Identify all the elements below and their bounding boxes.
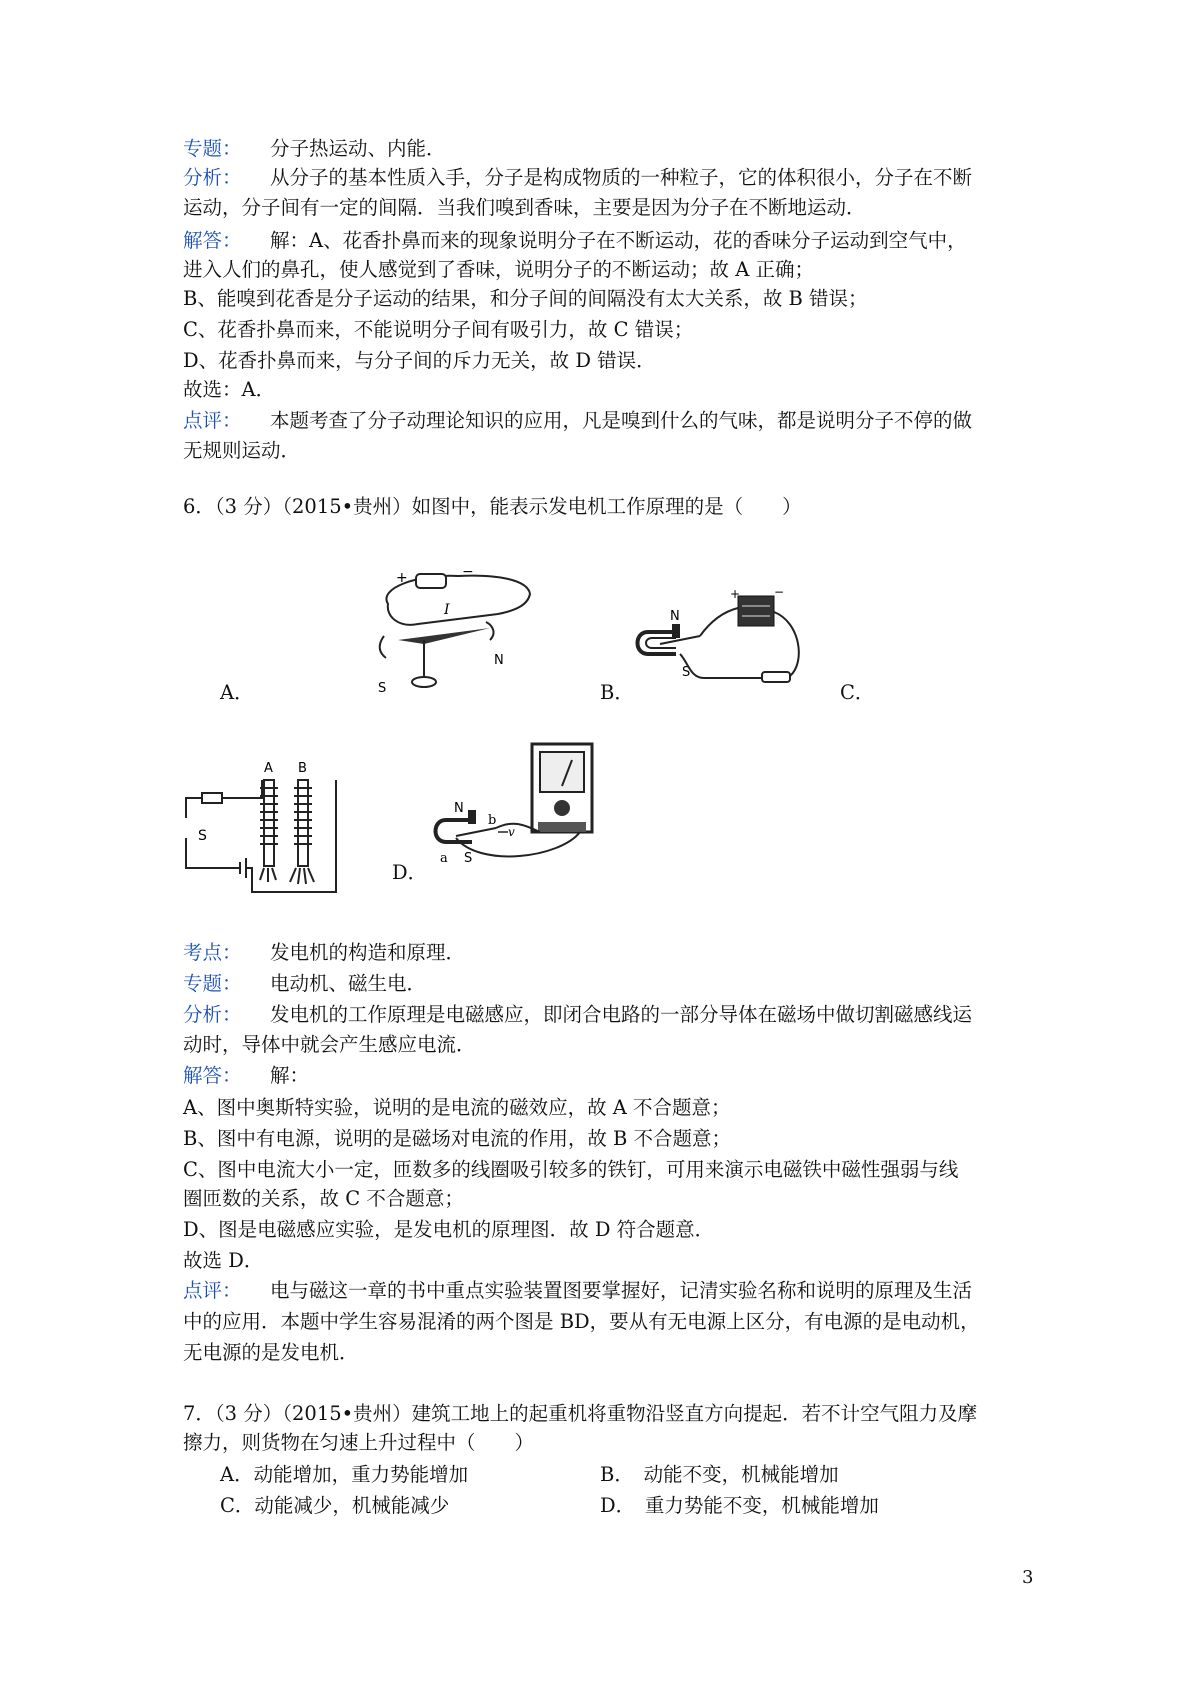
fig-b-minus: −: [774, 585, 785, 599]
figure-c-electromagnets: [180, 758, 340, 893]
option-c-label: C．: [840, 681, 875, 704]
fig-b-plus: +: [730, 587, 741, 601]
q6-answer-line-2: B、图中有电源，说明的是磁场对电流的作用，故 B 不合题意；: [183, 1127, 732, 1150]
q6-answer-line-0: [183, 1061, 309, 1090]
figure-d-generator-principle: [420, 738, 600, 873]
q5-answer-line-1: [183, 226, 967, 255]
q5-choice: 故选：A．: [183, 378, 276, 401]
q7-stem-line-1: 7．（3 分）（2015•贵州）建筑工地上的起重机将重物沿竖直方向提起．若不计空气阻力及摩: [183, 1402, 978, 1425]
q5-comment-line-1: [183, 406, 972, 435]
fig-b-north: N: [670, 609, 680, 624]
q6-answer-line-3: C、图中电流大小一定，匝数多的线圈吸引较多的铁钉，可用来演示电磁铁中磁性强弱与线: [183, 1158, 959, 1181]
topic-label: 专题：: [183, 972, 242, 995]
fig-a-current: I: [444, 602, 450, 618]
fig-c-label-b: B: [298, 761, 307, 776]
q6-answer-line-1: A、图中奥斯特实验，说明的是电流的磁效应，故 A 不合题意；: [183, 1096, 731, 1119]
q6-answer-line-5: D、图是电磁感应实验，是发电机的原理图．故 D 符合题意．: [183, 1218, 715, 1241]
q5-analysis-line-1: [183, 163, 972, 192]
topic-text: 分子热运动、内能．: [270, 137, 446, 160]
figure-a-oersted: [378, 564, 548, 708]
q5-analysis-line-2: 运动，分子间有一定的间隔．当我们嗅到香味，主要是因为分子在不断地运动．: [183, 196, 866, 219]
point-label: 考点：: [183, 941, 242, 964]
analysis-text: 发电机的工作原理是电磁感应，即闭合电路的一部分导体在磁场中做切割磁感线运: [270, 1003, 973, 1026]
q6-comment-line-3: 无电源的是发电机．: [183, 1341, 359, 1364]
fig-d-b: b: [488, 813, 497, 828]
fig-d-v: v: [508, 825, 515, 839]
figure-b-motor-principle: [630, 585, 830, 702]
fig-d-a: a: [440, 851, 448, 866]
fig-d-south: S: [464, 851, 473, 866]
analysis-label: 分析：: [183, 1003, 242, 1026]
comment-label: 点评：: [183, 409, 242, 432]
q6-answer-line-4: 圈匝数的关系，故 C 不合题意；: [183, 1187, 464, 1210]
fig-d-north: N: [454, 801, 464, 816]
analysis-text: 从分子的基本性质入手，分子是构成物质的一种粒子，它的体积很小，分子在不断: [270, 166, 973, 189]
fig-b-south: S: [682, 665, 691, 680]
q5-comment-line-2: 无规则运动．: [183, 439, 301, 462]
q6-analysis-line-1: [183, 1000, 972, 1029]
point-text: 发电机的构造和原理．: [270, 941, 466, 964]
fig-c-label-s: S: [198, 828, 207, 844]
answer-label: 解答：: [183, 229, 242, 252]
q7-option-b: B． 动能不变，机械能增加: [600, 1463, 839, 1486]
comment-text: 电与磁这一章的书中重点实验装置图要掌握好，记清实验名称和说明的原理及生活: [270, 1279, 973, 1302]
topic-label: 专题：: [183, 137, 242, 160]
answer-label: 解答：: [183, 1064, 242, 1087]
q5-answer-line-2: 进入人们的鼻孔，使人感觉到了香味，说明分子的不断运动；故 A 正确；: [183, 258, 814, 281]
q6-point-line: [183, 938, 465, 967]
fig-a-south: S: [378, 681, 387, 696]
analysis-label: 分析：: [183, 166, 242, 189]
page-number: 3: [1022, 1567, 1034, 1588]
q6-stem: 6．（3 分）（2015•贵州）如图中，能表示发电机工作原理的是（ ）: [183, 495, 802, 518]
q6-analysis-line-2: 动时，导体中就会产生感应电流．: [183, 1033, 476, 1056]
q6-choice: 故选 D．: [183, 1249, 264, 1272]
q6-comment-line-1: [183, 1276, 972, 1305]
q5-answer-line-4: C、花香扑鼻而来，不能说明分子间有吸引力，故 C 错误；: [183, 318, 694, 341]
fig-a-north: N: [494, 653, 504, 668]
option-a-label: A．: [220, 681, 254, 704]
answer-text: 解：A、花香扑鼻而来的现象说明分子在不断运动，花的香味分子运动到空气中，: [270, 229, 967, 252]
q5-topic-line: [183, 134, 446, 163]
q7-stem-line-2: 擦力，则货物在匀速上升过程中（ ）: [183, 1431, 535, 1454]
option-b-label: B．: [600, 681, 634, 704]
fig-c-label-a: A: [264, 761, 273, 776]
q5-answer-line-3: B、能嗅到花香是分子运动的结果，和分子间的间隔没有太大关系，故 B 错误；: [183, 287, 868, 310]
comment-label: 点评：: [183, 1279, 242, 1302]
q5-answer-line-5: D、花香扑鼻而来，与分子间的斥力无关，故 D 错误．: [183, 349, 656, 372]
fig-a-minus: −: [462, 564, 474, 580]
q7-option-a: A．动能增加，重力势能增加: [220, 1463, 469, 1486]
q6-topic-line: [183, 969, 426, 998]
q6-comment-line-2: 中的应用．本题中学生容易混淆的两个图是 BD，要从有无电源上区分，有电源的是电动机，: [183, 1310, 980, 1333]
answer-text: 解：: [270, 1064, 310, 1087]
q7-option-c: C．动能减少，机械能减少: [220, 1494, 450, 1517]
fig-a-plus: +: [396, 570, 408, 586]
option-d-label: D．: [392, 861, 428, 884]
q7-option-d: D． 重力势能不变，机械能增加: [600, 1494, 879, 1517]
comment-text: 本题考查了分子动理论知识的应用，凡是嗅到什么的气味，都是说明分子不停的做: [270, 409, 973, 432]
topic-text: 电动机、磁生电．: [270, 972, 427, 995]
